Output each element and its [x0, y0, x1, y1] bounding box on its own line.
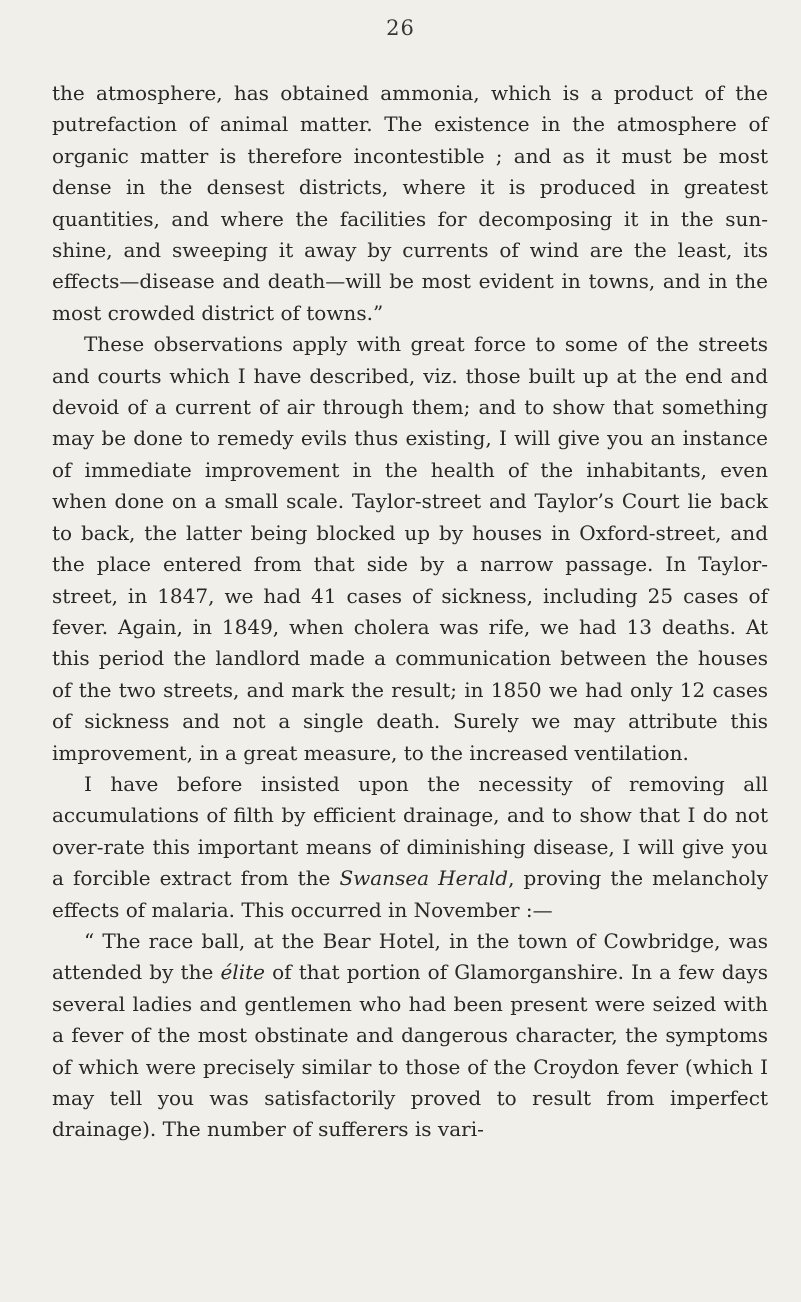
paragraph-observations: These observations apply with great force to some of the streets and courts which I have described, viz. those built up at the end and devoid of a current of air through them; and to show that something may be done to remedy evils thus existing, I will give you an instance of immediate improvement in the health of the inhabitants, even when done on a small scale. Taylor-street and Taylor’s Court lie back to back, the latter being blocked up by houses in Oxford-street, and the place entered from that side by a narrow passage. In Taylor-street, in 1847, we had 41 cases of sickness, including 25 cases of fever. Again, in 1849, when cholera was rife, we had 13 deaths. At this period the landlord made a communication between the houses of the two streets, and mark the result; in 1850 we had only 12 cases of sickness and not a single death. Surely we may attribute this improvement, in a great measure, to the increased ventilation.	[52, 332, 768, 765]
paragraph-drainage-text-1: I have before insisted upon the necessity of removing all accumulations of filth by efficient drainage, and to show that I do not over-rate this important means of diminishing disease, I will give you a forcible extract from the	[52, 771, 768, 891]
body-text	[52, 78, 768, 1146]
page-number: 26	[386, 16, 415, 40]
quoted-extract-text-1: “ The race ball, at the Bear Hotel, in the town of Cowbridge, was attended by the	[52, 928, 768, 985]
quoted-extract	[52, 926, 768, 1146]
quoted-extract-text-2: of that portion of Glamorganshire. In a few days several ladies and gentlemen who had been present were seized with a fever of the most obstinate and dangerous character, the symptoms of which were precisely similar to those of the Croydon fever (which I may tell you was satisfactorily proved to result from imperfect drainage). The number of sufferers is vari-	[52, 960, 768, 1142]
paragraph-drainage	[52, 769, 768, 926]
paragraph-drainage-text-2: , proving the melancholy effects of malaria. This occurred in November :—	[52, 866, 768, 922]
italic-elite: élite	[220, 960, 265, 985]
paragraph-continuation: the atmosphere, has obtained ammonia, which is a product of the putrefaction of animal matter. The existence in the atmosphere of organic matter is therefore incontestible ; and as it must be most dense in the densest districts, where it is produced in greatest quantities, and where the facilities for decomposing it in the sun-shine, and sweeping it away by currents of wind are the least, its effects—disease and death—will be most evident in towns, and in the most crowded district of towns.”	[52, 81, 768, 325]
newspaper-title: Swansea Herald	[339, 866, 509, 891]
